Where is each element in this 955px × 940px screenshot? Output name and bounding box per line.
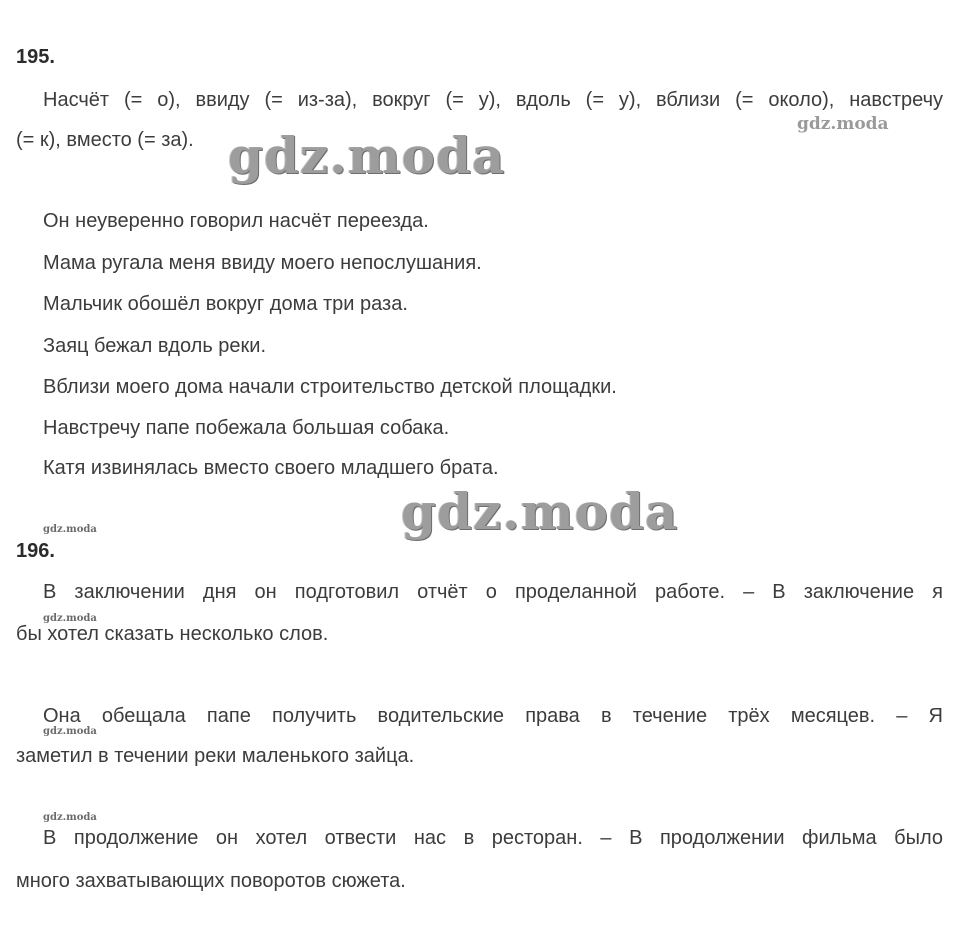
task-196-para-2-line2: заметил в течении реки маленького зайца.	[16, 745, 415, 767]
watermark-tiny-1: gdz.moda	[43, 524, 97, 535]
task-195-intro-line2: (= к), вместо (= за).	[16, 129, 194, 151]
task-196-para-2-line1: Она обещала папе получить водительские права в течение трёх месяцев. – Я	[43, 705, 943, 727]
task-196-para-1-line1: В заключении дня он подготовил отчёт о проделанной работе. – В заключение я	[43, 581, 943, 603]
watermark-small: gdz.moda	[797, 114, 889, 134]
task-195-number: 195.	[16, 46, 55, 68]
task-195-sentence-3: Мальчик обошёл вокруг дома три раза.	[43, 293, 408, 315]
task-195-sentence-5: Вблизи моего дома начали строительство детской площадки.	[43, 376, 617, 398]
task-196-number: 196.	[16, 540, 55, 562]
watermark-large-1: gdz.moda	[228, 126, 506, 185]
watermark-large-2: gdz.moda	[401, 482, 679, 541]
task-195-sentence-4: Заяц бежал вдоль реки.	[43, 335, 267, 357]
task-195-sentence-1: Он неуверенно говорил насчёт переезда.	[43, 210, 429, 232]
watermark-tiny-2: gdz.moda	[43, 613, 97, 624]
task-195-intro-line1: Насчёт (= о), ввиду (= из-за), вокруг (= у), вдоль (= у), вблизи (= около), навстречу	[43, 89, 943, 111]
task-196-para-3-line2: много захватывающих поворотов сюжета.	[16, 870, 406, 892]
watermark-tiny-3: gdz.moda	[43, 726, 97, 737]
task-195-sentence-6: Навстречу папе побежала большая собака.	[43, 417, 450, 439]
task-195-sentence-2: Мама ругала меня ввиду моего непослушания.	[43, 252, 482, 274]
watermark-tiny-4: gdz.moda	[43, 812, 97, 823]
task-195-sentence-7: Катя извинялась вместо своего младшего брата.	[43, 457, 499, 479]
task-196-para-3-line1: В продолжение он хотел отвести нас в ресторан. – В продолжении фильма было	[43, 827, 943, 849]
task-196-para-1-line2: бы хотел сказать несколько слов.	[16, 623, 329, 645]
